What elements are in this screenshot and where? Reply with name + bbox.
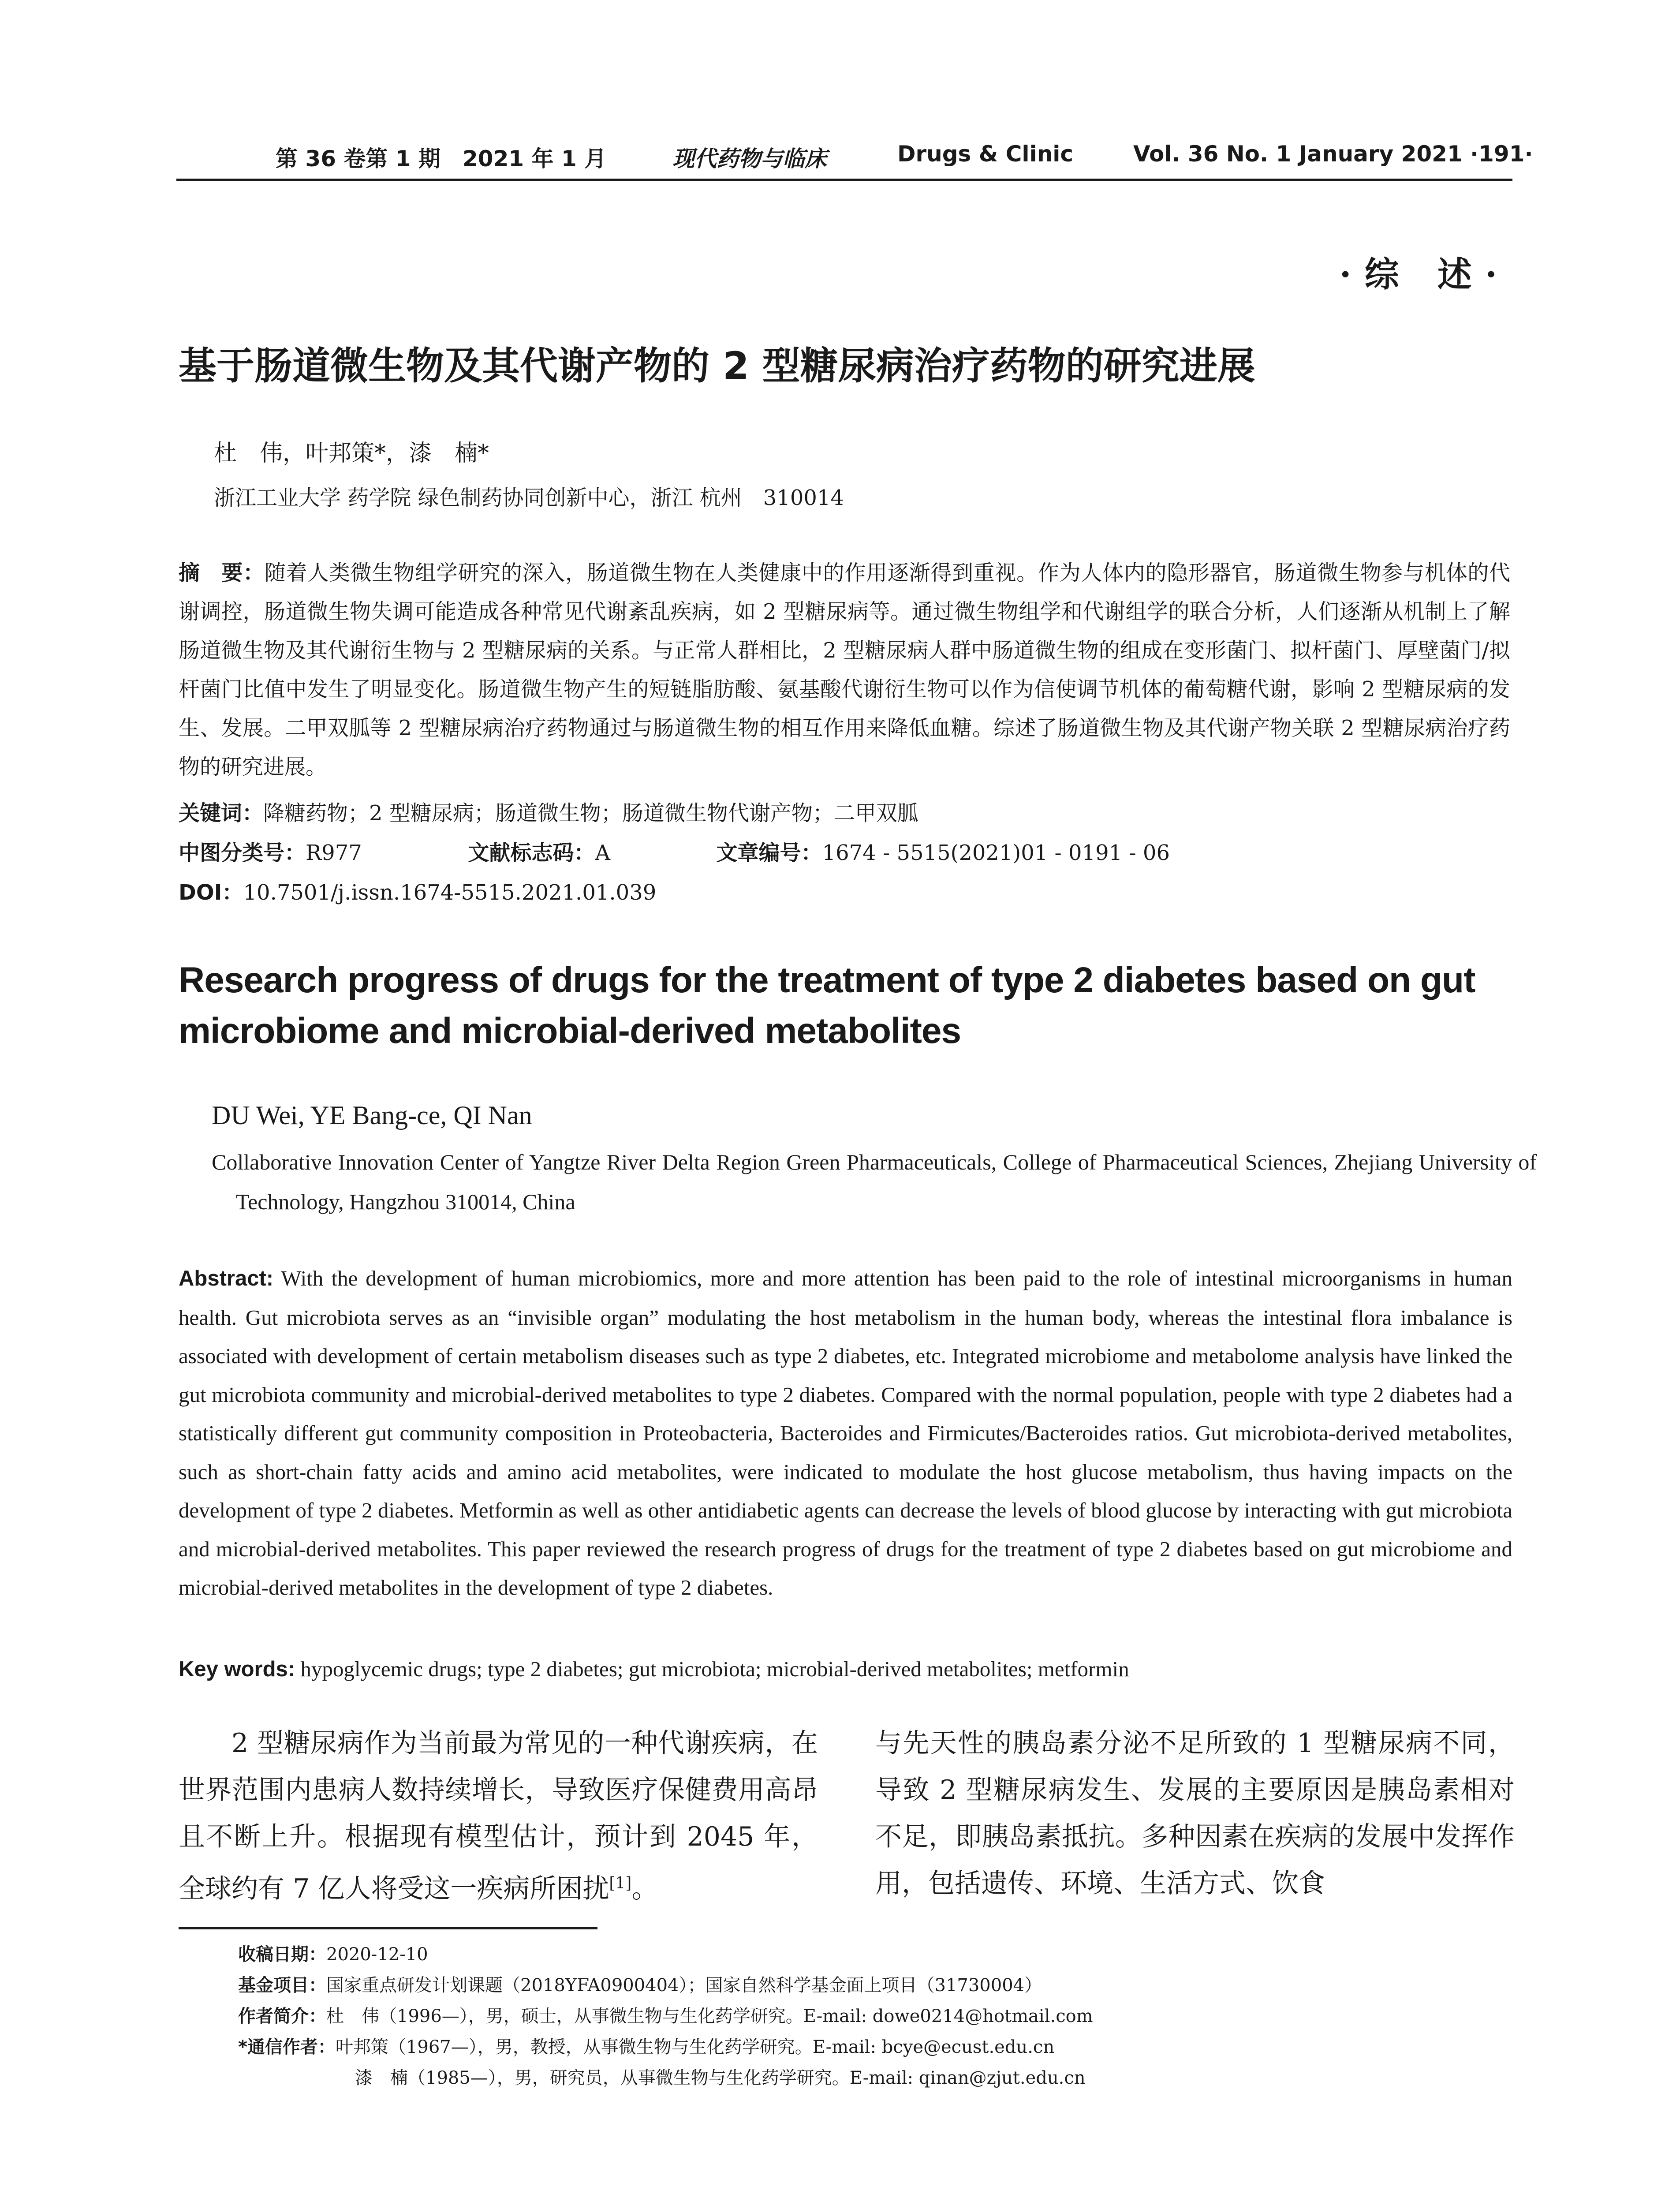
- abstract-en: [179, 1259, 1512, 1607]
- abstract-en-label: Abstract:: [179, 1267, 274, 1290]
- abstract-en-text: With the development of human microbiomics, more and more attention has been paid to the role of intestinal microorganisms in human health. Gut microbiota serves as an “invisible organ” modulating the host metabolism in the human body, whereas the intestinal flora imbalance is associated with development of certain metabolism diseases such as type 2 diabetes, etc. Integrated microbiome and metabolome analysis have linked the gut microbiota community and microbial-derived metabolites to type 2 diabetes. Compared with the normal population, people with type 2 diabetes had a statistically different gut community composition in Proteobacteria, Bacteroides and Firmicutes/Bacteroides ratios. Gut microbiota-derived metabolites, such as short-chain fatty acids and amino acid metabolites, were indicated to modulate the host glucose metabolism, thus having impacts on the development of type 2 diabetes. Metformin as well as other antidiabetic agents can decrease the levels of blood glucose by interacting with gut microbiota and microbial-derived metabolites. This paper reviewed the research progress of drugs for the treatment of type 2 diabetes based on gut microbiome and microbial-derived metabolites in the development of type 2 diabetes.: [179, 1266, 1512, 1600]
- article-number-label: 文章编号：: [716, 841, 822, 865]
- classification-line: [179, 836, 1170, 866]
- article-title-en: Research progress of drugs for the treatment of type 2 diabetes based on gut microbiome and microbial-derived metabolites: [179, 960, 1475, 1051]
- article-number-value: 1674 - 5515(2021)01 - 0191 - 06: [822, 841, 1170, 865]
- footnote-fund: [238, 1971, 1042, 1996]
- header-volume-en: Vol. 36 No. 1 January 2021 ·191·: [1133, 141, 1533, 167]
- keywords-en: [179, 1652, 1512, 1687]
- doi-label: DOI：: [179, 880, 243, 905]
- citation-ref[interactable]: [1]: [609, 1874, 632, 1892]
- authors-cn: 杜 伟，叶邦策*，漆 楠*: [214, 440, 489, 467]
- body-column-left: [179, 1720, 818, 1912]
- footnote-corresponding-2: 漆 楠（1985—），男，研究员，从事微生物与生化药学研究。E-mail: qinan@zjut.edu.cn: [355, 2068, 1086, 2088]
- header-journal-cn: 现代药物与临床: [672, 146, 827, 172]
- footnote-rule: [179, 1927, 597, 1929]
- abstract-cn-text: 随着人类微生物组学研究的深入，肠道微生物在人类健康中的作用逐渐得到重视。作为人体内的隐形器官，肠道微生物参与机体的代谢调控，肠道微生物失调可能造成各种常见代谢紊乱疾病，如 2 型糖尿病等。通过微生物组学和代谢组学的联合分析，人们逐渐从机制上了解肠道微生物及其代谢衍生物与 2 型糖尿病的关系。与正常人群相比，2 型糖尿病人群中肠道微生物的组成在变形菌门、拟杆菌门、厚壁菌门/拟杆菌门比值中发生了明显变化。肠道微生物产生的短链脂肪酸、氨基酸代谢衍生物可以作为信使调节机体的葡萄糖代谢，影响 2 型糖尿病的发生、发展。二甲双胍等 2 型糖尿病治疗药物通过与肠道微生物的相互作用来降低血糖。综述了肠道微生物及其代谢产物关联 2 型糖尿病治疗药物的研究进展。: [179, 561, 1510, 779]
- received-value: 2020-12-10: [326, 1944, 428, 1965]
- bio-value: 杜 伟（1996—），男，硕士，从事微生物与生化药学研究。E-mail: dowe0214@hotmail.com: [326, 2006, 1093, 2026]
- affiliation-cn: 浙江工业大学 药学院 绿色制药协同创新中心，浙江 杭州 310014: [214, 486, 844, 510]
- abstract-cn-label: 摘 要：: [179, 561, 265, 585]
- footnote-received: [238, 1940, 428, 1966]
- received-label: 收稿日期：: [238, 1944, 326, 1965]
- footnote-corresponding: [238, 2033, 1054, 2058]
- keywords-cn: [179, 796, 918, 826]
- keywords-en-label: Key words:: [179, 1657, 295, 1681]
- doc-code-label: 文献标志码：: [468, 841, 595, 865]
- doi-line: [179, 875, 656, 906]
- keywords-cn-text: 降糖药物；2 型糖尿病；肠道微生物；肠道微生物代谢产物；二甲双胍: [263, 801, 918, 826]
- fund-label: 基金项目：: [238, 1975, 326, 1996]
- doc-code-value: A: [595, 841, 610, 865]
- section-label: ·综 述·: [1339, 254, 1510, 295]
- header-journal-en: Drugs & Clinic: [897, 141, 1074, 167]
- authors-en: DU Wei, YE Bang-ce, QI Nan: [212, 1101, 532, 1130]
- bio-label: 作者简介：: [238, 2006, 326, 2026]
- header-volume-cn: 第 36 卷第 1 期 2021 年 1 月: [276, 146, 607, 172]
- header-rule: [176, 179, 1512, 181]
- body-column-right: 与先天性的胰岛素分泌不足所致的 1 型糖尿病不同，导致 2 型糖尿病发生、发展的主要原因是胰岛素相对不足，即胰岛素抵抗。多种因素在疾病的发展中发挥作用，包括遗传、环境、生活方式、饮食: [875, 1728, 1515, 1899]
- abstract-cn: [179, 553, 1510, 786]
- affiliation-en: Collaborative Innovation Center of Yangtze River Delta Region Green Pharmaceuticals, College of Pharmaceutical Sciences, Zhejiang University of Technology, Hangzhou 310014, China: [212, 1150, 1537, 1214]
- clc-value: R977: [306, 841, 362, 865]
- article-title-cn: 基于肠道微生物及其代谢产物的 2 型糖尿病治疗药物的研究进展: [179, 344, 1255, 388]
- body-left-text: 2 型糖尿病作为当前最为常见的一种代谢疾病，在世界范围内患病人数持续增长，导致医疗保健费用高昂且不断上升。根据现有模型估计，预计到 2045 年，全球约有 7 亿人将受这一疾病所困扰: [179, 1728, 818, 1904]
- corr-label: *通信作者：: [238, 2037, 336, 2057]
- fund-value: 国家重点研发计划课题（2018YFA0900404）；国家自然科学基金面上项目（31730004）: [326, 1975, 1042, 1996]
- clc-label: 中图分类号：: [179, 841, 306, 865]
- keywords-cn-label: 关键词：: [179, 801, 264, 826]
- footnote-author-bio: [238, 2002, 1093, 2027]
- corr-value: 叶邦策（1967—），男，教授，从事微生物与生化药学研究。E-mail: bcye@ecust.edu.cn: [335, 2037, 1055, 2057]
- body-left-end: 。: [631, 1873, 658, 1904]
- keywords-en-text: hypoglycemic drugs; type 2 diabetes; gut microbiota; microbial-derived metabolites; metformin: [300, 1657, 1129, 1681]
- doi-value[interactable]: 10.7501/j.issn.1674-5515.2021.01.039: [243, 880, 657, 905]
